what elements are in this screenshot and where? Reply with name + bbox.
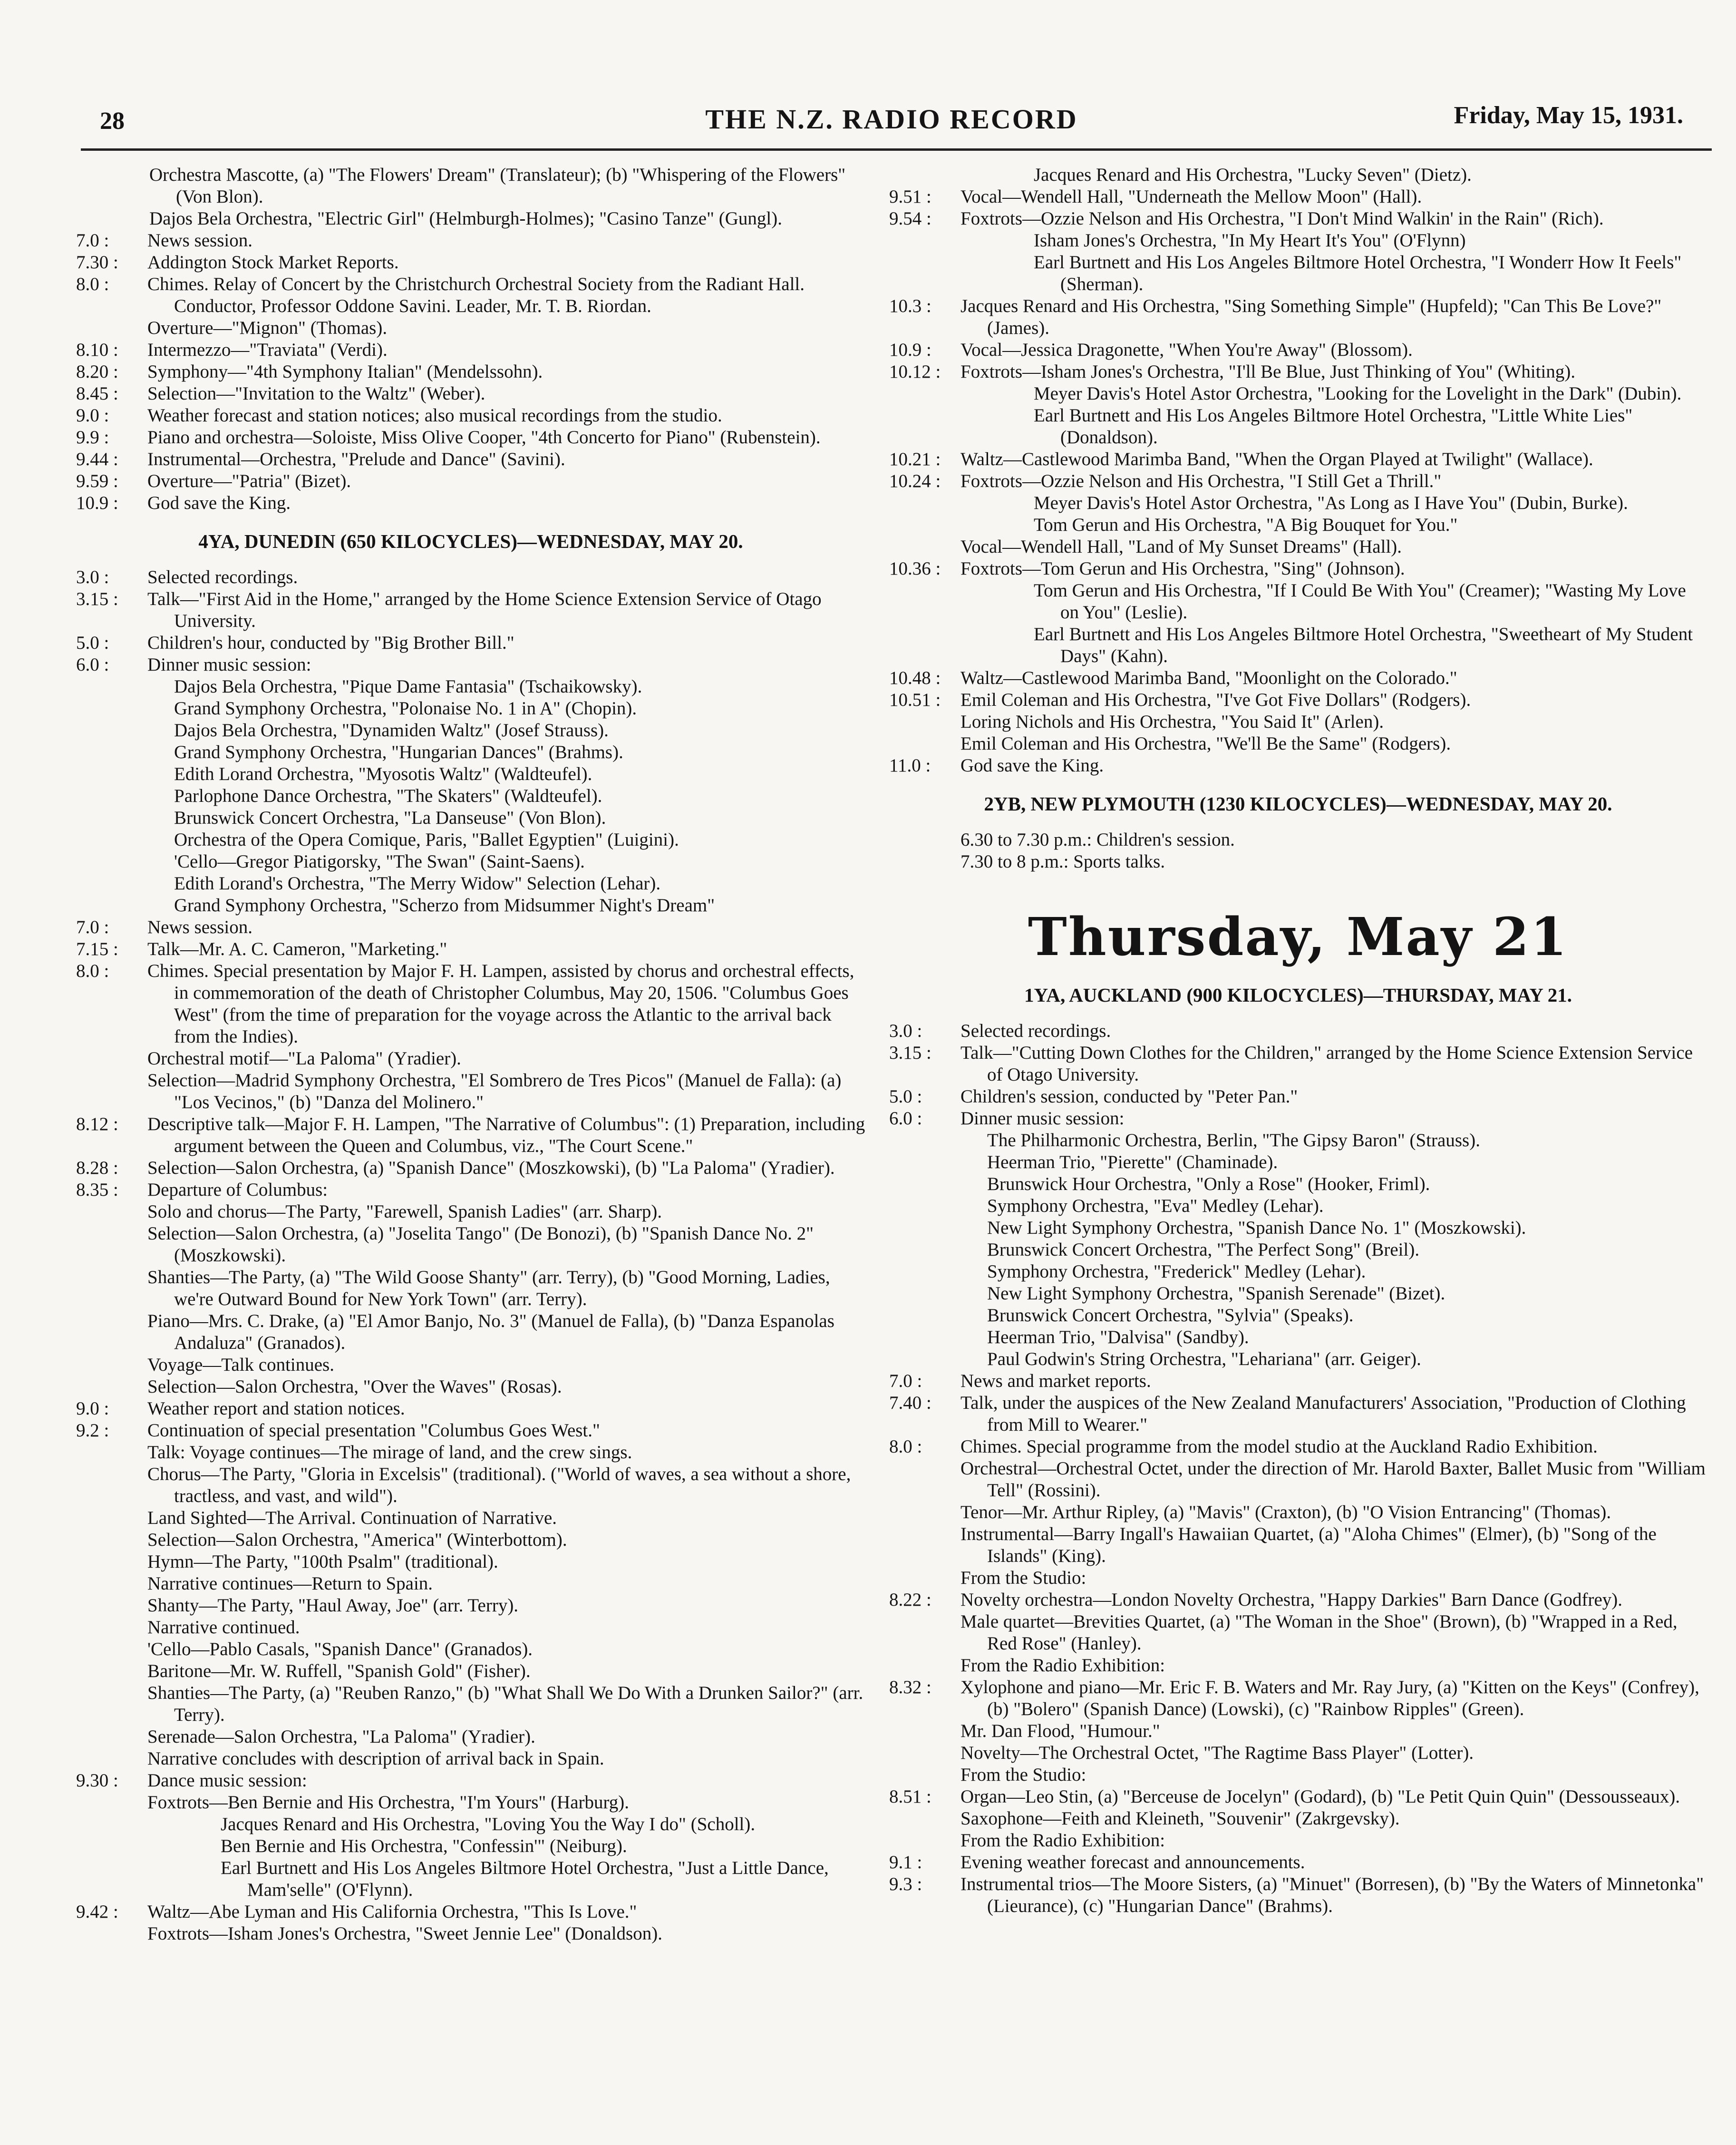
entry-time: 9.0 : xyxy=(76,405,109,426)
entry-text: From the Radio Exhibition: xyxy=(960,1830,1165,1851)
program-entry xyxy=(76,1507,865,1529)
program-entry xyxy=(76,632,865,654)
entry-time: 9.0 : xyxy=(76,1398,109,1419)
program-entry xyxy=(889,1742,1707,1764)
program-entry xyxy=(76,1660,865,1682)
column-right xyxy=(889,164,1707,1917)
entry-time: 9.54 : xyxy=(889,208,931,229)
entry-text: Selection—Madrid Symphony Orchestra, "El Sombrero de Tres Picos" (Manuel de Falla): (a) "Los Vecinos," (b) "Danza del Molinero." xyxy=(147,1070,842,1112)
program-entry xyxy=(889,339,1707,361)
entry-text: Tenor—Mr. Arthur Ripley, (a) "Mavis" (Craxton), (b) "O Vision Entrancing" (Thomas). xyxy=(960,1502,1611,1522)
entry-text: Hymn—The Party, "100th Psalm" (traditional). xyxy=(147,1551,498,1572)
header-rule xyxy=(81,148,1712,151)
entry-text: Dinner music session: xyxy=(960,1108,1125,1129)
entry-time: 7.30 : xyxy=(76,252,118,273)
entry-text: Weather report and station notices. xyxy=(147,1398,405,1419)
dinner-item: Edith Lorand Orchestra, "Myosotis Waltz" (Waldteufel). xyxy=(174,764,592,784)
program-entry xyxy=(76,1638,865,1660)
entry-time: 10.21 : xyxy=(889,449,941,469)
program-entry xyxy=(889,186,1707,208)
entry-text: Tom Gerun and His Orchestra, "If I Could Be With You" (Creamer); "Wasting My Love on You" (Leslie). xyxy=(1034,580,1686,623)
dinner-item: 'Cello—Gregor Piatigorsky, "The Swan" (Saint-Saens). xyxy=(174,851,585,872)
dunedin-dinner-list xyxy=(76,676,865,916)
program-entry xyxy=(889,1611,1707,1655)
entry-text: Continuation of special presentation "Columbus Goes West." xyxy=(147,1420,600,1441)
entry-text: Voyage—Talk continues. xyxy=(147,1355,334,1375)
entry-text: News session. xyxy=(147,230,252,251)
program-entry xyxy=(76,1442,865,1463)
station-heading-auckland: 1YA, AUCKLAND (900 KILOCYCLES)—THURSDAY, MAY 21. xyxy=(1024,984,1572,1006)
dinner-item: Heerman Trio, "Pierette" (Chaminade). xyxy=(987,1152,1278,1172)
dinner-item: Parlophone Dance Orchestra, "The Skaters" (Waldteufel). xyxy=(174,786,602,806)
program-entry xyxy=(76,427,865,448)
program-entry xyxy=(76,1048,865,1070)
entry-time: 10.36 : xyxy=(889,558,941,579)
entry-text: Talk—"First Aid in the Home," arranged by the Home Science Extension Service of Otago University. xyxy=(147,589,822,631)
program-entry xyxy=(889,1786,1707,1808)
entry-text: Baritone—Mr. W. Ruffell, "Spanish Gold" (Fisher). xyxy=(147,1661,531,1681)
entry-time: 5.0 : xyxy=(889,1086,922,1107)
program-entry xyxy=(76,588,865,632)
issue-date: Friday, May 15, 1931. xyxy=(1454,102,1683,129)
entry-time: 8.12 : xyxy=(76,1114,118,1134)
program-entry xyxy=(76,339,865,361)
program-entry xyxy=(76,1223,865,1267)
entry-time: 7.40 : xyxy=(889,1393,931,1413)
entry-text: Solo and chorus—The Party, "Farewell, Spanish Ladies" (arr. Sharp). xyxy=(147,1201,662,1222)
entry-text: Selection—Salon Orchestra, (a) "Joselita Tango" (De Bonozi), (b) "Spanish Dance No. 2" (Moszkowski). xyxy=(147,1223,814,1266)
dinner-item: New Light Symphony Orchestra, "Spanish Dance No. 1" (Moszkowski). xyxy=(987,1218,1526,1238)
program-entry xyxy=(76,252,865,273)
entry-text: Instrumental—Orchestra, "Prelude and Dance" (Savini). xyxy=(147,449,565,469)
day-heading: Thursday, May 21 xyxy=(1028,906,1569,967)
entry-time: 3.15 : xyxy=(889,1043,931,1063)
entry-time: 8.28 : xyxy=(76,1158,118,1178)
listing-line: 7.30 to 8 p.m.: Sports talks. xyxy=(960,851,1165,872)
program-entry xyxy=(76,938,865,960)
entry-text: Waltz—Castlewood Marimba Band, "Moonlight on the Colorado." xyxy=(960,668,1457,688)
dinner-item: Dajos Bela Orchestra, "Pique Dame Fantasia" (Tschaikowsky). xyxy=(174,676,642,697)
entry-time: 8.10 : xyxy=(76,340,118,360)
entry-time: 5.0 : xyxy=(76,633,109,653)
auckland-dinner-list xyxy=(889,1130,1707,1370)
entry-text: Emil Coleman and His Orchestra, "We'll Be the Same" (Rodgers). xyxy=(960,733,1451,754)
entry-text: Earl Burtnett and His Los Angeles Biltmore Hotel Orchestra, "Just a Little Dance, Mam'selle" (O'Flynn). xyxy=(221,1858,829,1900)
program-entry xyxy=(889,1436,1707,1458)
dunedin-dance-listings xyxy=(889,164,1707,777)
dinner-item: Symphony Orchestra, "Frederick" Medley (Lehar). xyxy=(987,1261,1366,1282)
program-entry xyxy=(889,514,1707,536)
entry-time: 9.44 : xyxy=(76,449,118,469)
program-entry xyxy=(889,1655,1707,1677)
column-left xyxy=(76,164,865,1945)
entry-text: Chorus—The Party, "Gloria in Excelsis" (traditional). ("World of waves, a sea without a shore, tractless, and vast, and wild"). xyxy=(147,1464,851,1506)
listing-line: Orchestra Mascotte, (a) "The Flowers' Dream" (Translateur); (b) "Whispering of the Flowers" (Von Blon). xyxy=(149,165,846,207)
entry-time: 8.22 : xyxy=(889,1589,931,1610)
entry-time: 9.3 : xyxy=(889,1874,922,1894)
program-entry xyxy=(889,252,1707,295)
program-entry xyxy=(889,1392,1707,1436)
entry-text: Male quartet—Brevities Quartet, (a) "The Woman in the Shoe" (Brown), (b) "Wrapped in a Red, Red Rose" (Hanley). xyxy=(960,1611,1678,1654)
program-entry xyxy=(889,711,1707,733)
entry-time: 7.0 : xyxy=(76,917,109,937)
entry-text: Narrative continued. xyxy=(147,1617,300,1638)
program-entry xyxy=(76,1617,865,1638)
entry-time: 10.51 : xyxy=(889,690,941,710)
program-entry xyxy=(889,1086,1707,1108)
program-entry xyxy=(889,1502,1707,1523)
station-heading-new-plymouth: 2YB, NEW PLYMOUTH (1230 KILOCYCLES)—WEDNESDAY, MAY 20. xyxy=(984,793,1612,815)
program-entry xyxy=(889,1830,1707,1852)
entry-text: Vocal—Wendell Hall, "Underneath the Mellow Moon" (Hall). xyxy=(960,186,1422,207)
program-entry xyxy=(889,208,1707,230)
entry-text: Selected recordings. xyxy=(960,1021,1111,1041)
program-entry xyxy=(889,1852,1707,1873)
entry-text: Shanties—The Party, (a) "The Wild Goose Shanty" (arr. Terry), (b) "Good Morning, Ladies, we're Outward Bound for New York Town" (arr. Terry). xyxy=(147,1267,830,1309)
program-entry xyxy=(889,755,1707,777)
entry-text: Jacques Renard and His Orchestra, "Lucky Seven" (Dietz). xyxy=(1034,165,1472,185)
entry-text: Piano and orchestra—Soloiste, Miss Olive Cooper, "4th Concerto for Piano" (Rubenstein). xyxy=(147,427,821,448)
entry-text: Earl Burtnett and His Los Angeles Biltmore Hotel Orchestra, "I Wonderr How It Feels" (Sherman). xyxy=(1034,252,1682,294)
dinner-item: Brunswick Concert Orchestra, "Sylvia" (Speaks). xyxy=(987,1305,1354,1326)
entry-time: 7.0 : xyxy=(889,1371,922,1391)
program-entry xyxy=(76,566,865,588)
entry-time: 8.20 : xyxy=(76,361,118,382)
program-entry xyxy=(76,1420,865,1442)
entry-text: Novelty—The Orchestral Octet, "The Ragtime Bass Player" (Lotter). xyxy=(960,1743,1474,1763)
entry-text: Waltz—Castlewood Marimba Band, "When the Organ Played at Twilight" (Wallace). xyxy=(960,449,1593,469)
entry-time: 8.0 : xyxy=(76,274,109,294)
program-entry xyxy=(889,295,1707,339)
dinner-item: New Light Symphony Orchestra, "Spanish Serenade" (Bizet). xyxy=(987,1283,1445,1304)
program-entry xyxy=(76,317,865,339)
program-entry xyxy=(76,1682,865,1726)
entry-text: Tom Gerun and His Orchestra, "A Big Bouquet for You." xyxy=(1034,515,1458,535)
program-entry xyxy=(76,448,865,470)
entry-time: 10.48 : xyxy=(889,668,941,688)
entry-text: Dinner music session: xyxy=(147,654,311,675)
entry-time: 3.0 : xyxy=(889,1021,922,1041)
program-entry xyxy=(76,405,865,427)
entry-text: Jacques Renard and His Orchestra, "Sing Something Simple" (Hupfeld); "Can This Be Love?" (James). xyxy=(960,296,1662,338)
entry-text: Talk—Mr. A. C. Cameron, "Marketing." xyxy=(147,939,447,959)
new-plymouth-listings xyxy=(889,829,1707,873)
program-entry xyxy=(889,405,1707,448)
entry-time: 10.12 : xyxy=(889,361,941,382)
entry-text: Instrumental—Barry Ingall's Hawaiian Quartet, (a) "Aloha Chimes" (Elmer), (b) "Song of the Islands" (King). xyxy=(960,1524,1657,1566)
entry-time: 11.0 : xyxy=(889,755,931,776)
dinner-item: Edith Lorand's Orchestra, "The Merry Widow" Selection (Lehar). xyxy=(174,873,661,894)
entry-text: Overture—"Mignon" (Thomas). xyxy=(147,318,388,338)
program-entry xyxy=(889,492,1707,514)
dinner-item: Brunswick Hour Orchestra, "Only a Rose" (Hooker, Friml). xyxy=(987,1174,1430,1194)
entry-time: 9.9 : xyxy=(76,427,109,448)
entry-text: Waltz—Abe Lyman and His California Orchestra, "This Is Love." xyxy=(147,1901,637,1922)
entry-text: Chimes. Special programme from the model studio at the Auckland Radio Exhibition. xyxy=(960,1436,1598,1457)
entry-time: 9.59 : xyxy=(76,471,118,491)
entry-text: Foxtrots—Tom Gerun and His Orchestra, "Sing" (Johnson). xyxy=(960,558,1405,579)
entry-text: From the Radio Exhibition: xyxy=(960,1655,1165,1676)
program-entry xyxy=(889,689,1707,711)
program-entry xyxy=(76,1157,865,1179)
dinner-item: Dajos Bela Orchestra, "Dynamiden Waltz" (Josef Strauss). xyxy=(174,720,609,741)
program-entry xyxy=(889,1042,1707,1086)
dinner-item: Grand Symphony Orchestra, "Scherzo from Midsummer Night's Dream" xyxy=(174,895,715,916)
entry-text: Dance music session: xyxy=(147,1770,307,1791)
program-entry xyxy=(76,1398,865,1420)
program-entry xyxy=(76,1835,865,1857)
program-entry xyxy=(76,492,865,514)
program-entry xyxy=(76,916,865,938)
entry-text: Meyer Davis's Hotel Astor Orchestra, "As Long as I Have You" (Dubin, Burke). xyxy=(1034,493,1628,513)
entry-text: Addington Stock Market Reports. xyxy=(147,252,399,273)
entry-text: God save the King. xyxy=(960,755,1104,776)
program-entry xyxy=(76,1463,865,1507)
entry-time: 3.15 : xyxy=(76,589,118,609)
program-entry xyxy=(76,383,865,405)
program-entry xyxy=(76,1923,865,1945)
entry-text: Piano—Mrs. C. Drake, (a) "El Amor Banjo, No. 3" (Manuel de Falla), (b) "Danza Espanolas Andaluza" (Granados). xyxy=(147,1311,834,1353)
program-entry xyxy=(76,1551,865,1573)
entry-text: Meyer Davis's Hotel Astor Orchestra, "Looking for the Lovelight in the Dark" (Dubin). xyxy=(1034,383,1682,404)
dinner-item: Heerman Trio, "Dalvisa" (Sandby). xyxy=(987,1327,1249,1347)
entry-time: 8.0 : xyxy=(889,1436,922,1457)
program-entry xyxy=(889,361,1707,383)
program-entry xyxy=(889,1020,1707,1042)
entry-time: 8.35 : xyxy=(76,1180,118,1200)
entry-time: 8.0 : xyxy=(76,961,109,981)
dinner-item: Grand Symphony Orchestra, "Hungarian Dances" (Brahms). xyxy=(174,742,623,762)
entry-text: Selection—Salon Orchestra, "America" (Winterbottom). xyxy=(147,1530,567,1550)
listing-line: Dajos Bela Orchestra, "Electric Girl" (Helmburgh-Holmes); "Casino Tanze" (Gungl). xyxy=(149,208,782,229)
program-entry xyxy=(889,1677,1707,1720)
entry-text: Serenade—Salon Orchestra, "La Paloma" (Yradier). xyxy=(147,1726,535,1747)
program-entry xyxy=(76,1901,865,1923)
entry-text: Isham Jones's Orchestra, "In My Heart It's You" (O'Flynn) xyxy=(1034,230,1466,251)
program-entry xyxy=(889,1108,1707,1130)
program-entry xyxy=(76,1310,865,1354)
program-entry xyxy=(889,448,1707,470)
entry-text: Selection—"Invitation to the Waltz" (Weber). xyxy=(147,383,485,404)
entry-time: 9.42 : xyxy=(76,1901,118,1922)
program-entry xyxy=(889,1764,1707,1786)
program-entry xyxy=(889,1873,1707,1917)
program-entry xyxy=(76,1179,865,1201)
entry-text: From the Studio: xyxy=(960,1765,1086,1785)
entry-time: 8.45 : xyxy=(76,383,118,404)
entry-text: Land Sighted—The Arrival. Continuation of Narrative. xyxy=(147,1508,557,1528)
entry-time: 8.51 : xyxy=(889,1786,931,1807)
entry-text: Mr. Dan Flood, "Humour." xyxy=(960,1721,1160,1741)
dinner-item: Grand Symphony Orchestra, "Polonaise No. 1 in A" (Chopin). xyxy=(174,698,637,719)
program-entry xyxy=(889,230,1707,252)
entry-text: Xylophone and piano—Mr. Eric F. B. Waters and Mr. Ray Jury, (a) "Kitten on the Keys" (Confrey), (b) "Bolero" (Spanish Dance) (Lowski), (c) "Rainbow Ripples" (Green). xyxy=(960,1677,1699,1719)
entry-text: Talk—"Cutting Down Clothes for the Children," arranged by the Home Science Extension Service of Otago University. xyxy=(960,1043,1693,1085)
program-entry xyxy=(76,273,865,317)
dunedin-evening-listings xyxy=(76,916,865,1945)
entry-time: 9.51 : xyxy=(889,186,931,207)
program-entry xyxy=(76,1595,865,1617)
program-entry xyxy=(76,960,865,1048)
entry-text: Overture—"Patria" (Bizet). xyxy=(147,471,351,491)
entry-text: Narrative continues—Return to Spain. xyxy=(147,1573,433,1594)
entry-time: 3.0 : xyxy=(76,567,109,587)
entry-text: Weather forecast and station notices; also musical recordings from the studio. xyxy=(147,405,722,426)
program-entry xyxy=(76,1792,865,1814)
entry-text: Orchestral—Orchestral Octet, under the direction of Mr. Harold Baxter, Ballet Music from "William Tell" (Rossini). xyxy=(960,1458,1706,1501)
program-entry xyxy=(889,1523,1707,1567)
entry-time: 9.30 : xyxy=(76,1770,118,1791)
program-entry xyxy=(76,1748,865,1770)
dunedin-listings xyxy=(76,566,865,676)
entry-text: Novelty orchestra—London Novelty Orchestra, "Happy Darkies" Barn Dance (Godfrey). xyxy=(960,1589,1623,1610)
dinner-item: Paul Godwin's String Orchestra, "Lehariana" (arr. Geiger). xyxy=(987,1349,1421,1369)
program-entry xyxy=(889,536,1707,558)
dinner-item: Orchestra of the Opera Comique, Paris, "Ballet Egyptien" (Luigini). xyxy=(174,829,679,850)
program-entry xyxy=(76,361,865,383)
program-entry xyxy=(76,1770,865,1792)
program-entry xyxy=(889,1567,1707,1589)
entry-text: Foxtrots—Isham Jones's Orchestra, "Sweet Jennie Lee" (Donaldson). xyxy=(147,1923,662,1944)
program-entry xyxy=(76,1070,865,1113)
program-entry xyxy=(889,558,1707,580)
program-entry xyxy=(889,1370,1707,1392)
entry-text: News and market reports. xyxy=(960,1371,1151,1391)
entry-text: Evening weather forecast and announcements. xyxy=(960,1852,1305,1872)
program-entry xyxy=(889,1808,1707,1830)
entry-text: God save the King. xyxy=(147,493,291,513)
page-number: 28 xyxy=(100,107,125,135)
program-entry xyxy=(76,1857,865,1901)
dinner-item: Symphony Orchestra, "Eva" Medley (Lehar). xyxy=(987,1196,1324,1216)
entry-text: Vocal—Jessica Dragonette, "When You're Away" (Blossom). xyxy=(960,340,1413,360)
program-entry xyxy=(889,1458,1707,1502)
entry-text: Selection—Salon Orchestra, (a) "Spanish Dance" (Moszkowski), (b) "La Paloma" (Yradier). xyxy=(147,1158,835,1178)
entry-time: 10.3 : xyxy=(889,296,931,316)
entry-text: Descriptive talk—Major F. H. Lampen, "The Narrative of Columbus": (1) Preparation, including argument between the Queen and Columbus, viz., "The Court Scene." xyxy=(147,1114,865,1156)
station-heading-dunedin: 4YA, DUNEDIN (650 KILOCYCLES)—WEDNESDAY, MAY 20. xyxy=(198,530,743,552)
program-entry xyxy=(76,1529,865,1551)
program-entry xyxy=(76,230,865,252)
entry-text: Shanties—The Party, (a) "Reuben Ranzo," (b) "What Shall We Do With a Drunken Sailor?" (arr. Terry). xyxy=(147,1683,863,1725)
program-entry xyxy=(889,624,1707,667)
entry-text: Symphony—"4th Symphony Italian" (Mendelssohn). xyxy=(147,361,543,382)
entry-text: Selection—Salon Orchestra, "Over the Waves" (Rosas). xyxy=(147,1376,562,1397)
entry-text: Saxophone—Feith and Kleineth, "Souvenir" (Zakrgevsky). xyxy=(960,1808,1400,1829)
dinner-item: The Philharmonic Orchestra, Berlin, "The Gipsy Baron" (Strauss). xyxy=(987,1130,1480,1150)
program-entry xyxy=(889,164,1707,186)
publication-title: THE N.Z. RADIO RECORD xyxy=(705,104,1078,135)
program-entry xyxy=(889,667,1707,689)
listing-line: 6.30 to 7.30 p.m.: Children's session. xyxy=(960,829,1235,850)
entry-text: Earl Burtnett and His Los Angeles Biltmore Hotel Orchestra, "Sweetheart of My Student Days" (Kahn). xyxy=(1034,624,1693,666)
entry-time: 9.1 : xyxy=(889,1852,922,1872)
program-entry xyxy=(76,1573,865,1595)
entry-text: Shanty—The Party, "Haul Away, Joe" (arr. Terry). xyxy=(147,1595,519,1616)
entry-text: Loring Nichols and His Orchestra, "You Said It" (Arlen). xyxy=(960,712,1384,732)
auckland-listings xyxy=(889,1020,1707,1130)
entry-text: Intermezzo—"Traviata" (Verdi). xyxy=(147,340,388,360)
dinner-item: Brunswick Concert Orchestra, "La Danseuse" (Von Blon). xyxy=(174,808,606,828)
entry-time: 10.24 : xyxy=(889,471,941,491)
entry-text: Children's session, conducted by "Peter Pan." xyxy=(960,1086,1298,1107)
entry-text: Selected recordings. xyxy=(147,567,298,587)
entry-time: 10.9 : xyxy=(76,493,118,513)
entry-text: Talk, under the auspices of the New Zealand Manufacturers' Association, "Production of Clothing from Mill to Wearer." xyxy=(960,1393,1686,1435)
entry-text: Chimes. Relay of Concert by the Christchurch Orchestral Society from the Radiant Hall. Conductor, Professor Oddone Savini. Leader, Mr. T. B. Riordan. xyxy=(147,274,805,316)
entry-text: News session. xyxy=(147,917,252,937)
entry-text: Foxtrots—Ben Bernie and His Orchestra, "I'm Yours" (Harburg). xyxy=(147,1792,630,1813)
entry-text: 'Cello—Pablo Casals, "Spanish Dance" (Granados). xyxy=(147,1639,533,1659)
program-entry xyxy=(889,1720,1707,1742)
program-entry xyxy=(76,1201,865,1223)
entry-time: 6.0 : xyxy=(889,1108,922,1129)
entry-time: 9.2 : xyxy=(76,1420,109,1441)
entry-text: Narrative concludes with description of arrival back in Spain. xyxy=(147,1748,604,1769)
program-entry xyxy=(76,1113,865,1157)
entry-text: Children's hour, conducted by "Big Brother Bill." xyxy=(147,633,514,653)
program-entry xyxy=(76,1354,865,1376)
entry-text: Vocal—Wendell Hall, "Land of My Sunset Dreams" (Hall). xyxy=(960,536,1402,557)
entry-text: Orchestral motif—"La Paloma" (Yradier). xyxy=(147,1048,461,1069)
entry-text: Ben Bernie and His Orchestra, "Confessin'" (Neiburg). xyxy=(221,1836,627,1856)
masthead xyxy=(71,98,1712,140)
program-entry xyxy=(889,733,1707,755)
entry-text: Foxtrots—Ozzie Nelson and His Orchestra, "I Don't Mind Walkin' in the Rain" (Rich). xyxy=(960,208,1604,229)
entry-text: Departure of Columbus: xyxy=(147,1180,328,1200)
entry-time: 8.32 : xyxy=(889,1677,931,1697)
program-entry xyxy=(76,1267,865,1310)
program-entry xyxy=(76,1814,865,1835)
entry-text: Jacques Renard and His Orchestra, "Loving You the Way I do" (Scholl). xyxy=(221,1814,756,1834)
entry-text: Emil Coleman and His Orchestra, "I've Got Five Dollars" (Rodgers). xyxy=(960,690,1471,710)
program-entry xyxy=(76,1376,865,1398)
entry-text: Foxtrots—Isham Jones's Orchestra, "I'll Be Blue, Just Thinking of You" (Whiting). xyxy=(960,361,1576,382)
entry-text: Instrumental trios—The Moore Sisters, (a) "Minuet" (Borresen), (b) "By the Waters of Minnetonka" (Lieurance), (c) "Hungarian Dance" (Brahms). xyxy=(960,1874,1704,1916)
program-entry xyxy=(889,1589,1707,1611)
continuation-block xyxy=(76,164,865,230)
entry-time: 7.0 : xyxy=(76,230,109,251)
entry-text: Talk: Voyage continues—The mirage of land, and the crew sings. xyxy=(147,1442,632,1462)
program-entry xyxy=(889,470,1707,492)
auckland-evening-listings xyxy=(889,1370,1707,1917)
dinner-item: Brunswick Concert Orchestra, "The Perfect Song" (Breil). xyxy=(987,1239,1420,1260)
program-entry xyxy=(76,470,865,492)
christchurch-listings xyxy=(76,230,865,514)
entry-time: 10.9 : xyxy=(889,340,931,360)
program-entry xyxy=(889,580,1707,624)
program-entry xyxy=(76,1726,865,1748)
entry-text: Foxtrots—Ozzie Nelson and His Orchestra, "I Still Get a Thrill." xyxy=(960,471,1442,491)
entry-text: Organ—Leo Stin, (a) "Berceuse de Jocelyn" (Godard), (b) "Le Petit Quin Quin" (Dessousseaux). xyxy=(960,1786,1680,1807)
entry-text: Earl Burtnett and His Los Angeles Biltmore Hotel Orchestra, "Little White Lies" (Donaldson). xyxy=(1034,405,1633,448)
entry-time: 6.0 : xyxy=(76,654,109,675)
program-entry xyxy=(76,654,865,676)
entry-time: 7.15 : xyxy=(76,939,118,959)
entry-text: From the Studio: xyxy=(960,1568,1086,1588)
entry-text: Chimes. Special presentation by Major F. H. Lampen, assisted by chorus and orchestral effects, in commemoration of the death of Christopher Columbus, May 20, 1506. "Columbus Goes West" (from the time of preparation for the voyage across the Atlantic to the arrival back from the Indies). xyxy=(147,961,854,1047)
program-entry xyxy=(889,383,1707,405)
